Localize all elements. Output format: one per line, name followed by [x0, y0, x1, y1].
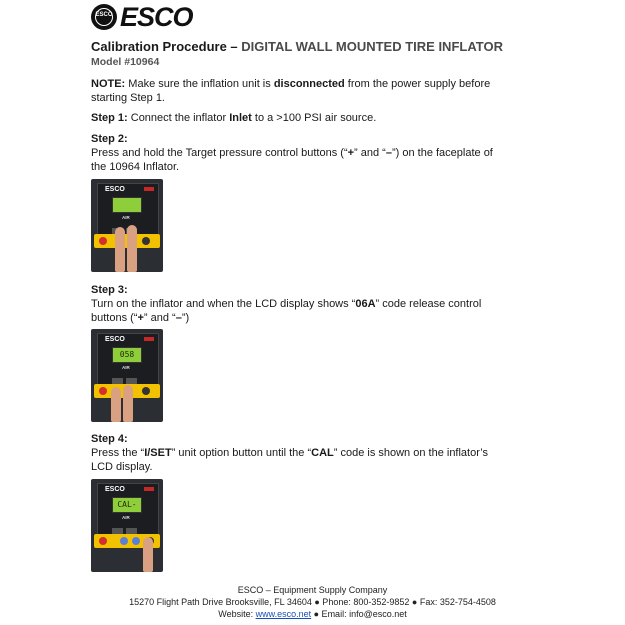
- step-2: Step 2: Press and hold the Target pressure control buttons (“+” and “–”) on the faceplate of the 10964 Inflator.: [91, 133, 493, 173]
- photo-step-2: ESCO AIR: [91, 179, 163, 272]
- step-4: Step 4: Press the “I/SET” unit option button until the “CAL” code is shown on the inflator’s LCD display.: [91, 433, 489, 473]
- photo-step-3: ESCO 058 AIR: [91, 329, 163, 422]
- step-3: Step 3: Turn on the inflator and when the LCD display shows “06A” code release control buttons (“+” and “–”): [91, 284, 482, 324]
- website-link[interactable]: www.esco.net: [255, 609, 312, 619]
- note-paragraph: NOTE: Make sure the inflation unit is disconnected from the power supply before starting Step 1.: [91, 78, 491, 104]
- esco-seal-icon: ESCO: [91, 4, 117, 30]
- footer-address: 15270 Flight Path Drive Brooksville, FL 34604 ● Phone: 800-352-9852 ● Fax: 352-754-4508: [129, 597, 496, 607]
- lcd-readout: 058: [112, 347, 142, 363]
- step-1: Step 1: Connect the inflator Inlet to a >100 PSI air source.: [91, 112, 377, 124]
- footer-company: ESCO – Equipment Supply Company: [237, 585, 388, 595]
- esco-wordmark: ESCO: [120, 1, 193, 32]
- photo-step-4: ESCO CAL- AIR: [91, 479, 163, 572]
- model-number: Model #10964: [91, 56, 160, 68]
- lcd-readout: CAL-: [112, 497, 142, 513]
- step-2-label: Step 2:: [91, 133, 128, 145]
- page-title: Calibration Procedure – DIGITAL WALL MOUNTED TIRE INFLATOR: [91, 39, 503, 54]
- footer-contact: Website: www.esco.net ● Email: info@esco.net: [218, 609, 407, 619]
- footer: [0, 584, 625, 620]
- esco-logo: [91, 3, 193, 31]
